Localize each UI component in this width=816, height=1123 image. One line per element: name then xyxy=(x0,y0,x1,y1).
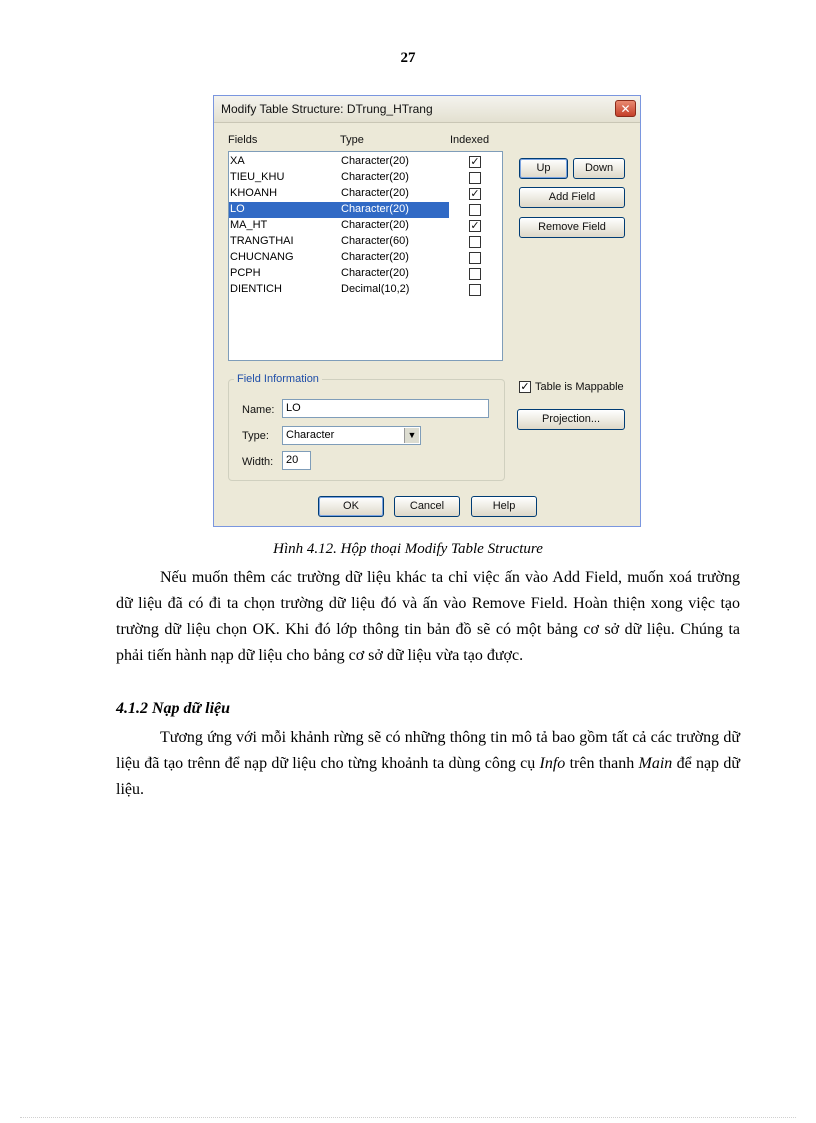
field-type: Character(20) xyxy=(341,267,409,279)
field-row[interactable] xyxy=(229,250,502,266)
main-toolbar-name: Main xyxy=(638,755,673,772)
field-row[interactable] xyxy=(229,170,502,186)
indexed-checkbox[interactable] xyxy=(469,268,481,280)
field-type: Character(20) xyxy=(341,219,409,231)
indexed-checkbox[interactable] xyxy=(469,204,481,216)
width-input[interactable]: 20 xyxy=(282,451,311,470)
add-field-button[interactable]: Add Field xyxy=(519,187,625,208)
type-column-header: Type xyxy=(340,134,364,146)
indexed-checkbox[interactable] xyxy=(469,284,481,296)
down-button[interactable]: Down xyxy=(573,158,625,179)
indexed-checkbox[interactable]: ✓ xyxy=(470,188,480,200)
close-icon[interactable]: ✕ xyxy=(615,100,636,117)
page-number: 27 xyxy=(400,50,416,66)
page-footer-divider xyxy=(20,1117,796,1118)
field-name: XA xyxy=(230,155,245,167)
help-button[interactable]: Help xyxy=(471,496,537,517)
field-type: Character(20) xyxy=(341,155,409,167)
field-type: Character(20) xyxy=(341,251,409,263)
table-mappable-checkbox[interactable] xyxy=(519,381,531,393)
field-name: PCPH xyxy=(230,267,261,279)
cancel-button[interactable]: Cancel xyxy=(394,496,460,517)
table-mappable-label: Table is Mappable xyxy=(535,381,624,393)
field-type: Character(60) xyxy=(341,235,409,247)
width-label: Width: xyxy=(242,456,274,468)
field-information-legend: Field Information xyxy=(234,373,322,385)
name-label: Name: xyxy=(242,404,275,416)
paragraph2-text-1: Tương ứng với mỗi khảnh rừng sẽ có những thông tin mô tả bao gồm tất cả các trường dữ liệu đã tạo trênn để nạp dữ liệu cho từng khoảnh ta dùng công cụ xyxy=(116,729,740,772)
type-select-value: Character xyxy=(286,429,335,441)
name-input[interactable]: LO xyxy=(282,399,489,418)
up-button[interactable]: Up xyxy=(519,158,568,179)
type-select[interactable] xyxy=(282,426,421,445)
paragraph2-text-3: để nạp dữ liệu. xyxy=(116,755,741,798)
field-type: Character(20) xyxy=(341,187,409,199)
fields-column-header: Fields xyxy=(228,134,258,146)
chevron-down-icon[interactable]: ▼ xyxy=(404,428,419,443)
field-name: TRANGTHAI xyxy=(230,235,294,247)
field-type: Character(20) xyxy=(341,171,409,183)
paragraph-add-remove-fields: Nếu muốn thêm các trường dữ liệu khác ta chỉ việc ấn vào Add Field, muốn xoá trường dữ liệu đã có đi ta chọn trường dữ liệu đó và ấn vào Remove Field. Hoàn thiện xong việc tạo trường dữ liệu chọn OK. Khi đó lớp thông tin bản đồ sẽ có một bảng cơ sở dữ liệu. Chúng ta phải tiến hành nạp dữ liệu cho bảng cơ sở dữ liệu vừa tạo được. xyxy=(116,569,740,664)
paragraph-load-data xyxy=(116,725,740,803)
paragraph2-text-2: trên thanh xyxy=(565,755,639,772)
dialog-title: Modify Table Structure: DTrung_HTrang xyxy=(221,102,433,116)
figure-caption: Hình 4.12. Hộp thoại Modify Table Structure xyxy=(273,541,543,557)
field-row[interactable] xyxy=(229,234,502,250)
indexed-checkbox[interactable] xyxy=(469,252,481,264)
field-name: LO xyxy=(230,203,245,215)
projection-button[interactable]: Projection... xyxy=(517,409,625,430)
field-name: MA_HT xyxy=(230,219,268,231)
field-list[interactable] xyxy=(228,151,503,361)
checkmark-icon: ✓ xyxy=(520,381,530,393)
info-tool-name: Info xyxy=(539,755,566,772)
dialog-titlebar xyxy=(214,96,640,123)
field-row[interactable] xyxy=(229,186,502,202)
modify-table-structure-dialog xyxy=(213,95,641,527)
field-row[interactable] xyxy=(229,282,502,298)
field-row[interactable] xyxy=(229,218,502,234)
field-type: Decimal(10,2) xyxy=(341,283,410,295)
field-name: CHUCNANG xyxy=(230,251,294,263)
indexed-checkbox[interactable] xyxy=(469,236,481,248)
remove-field-button[interactable]: Remove Field xyxy=(519,217,625,238)
section-heading: 4.1.2 Nạp dữ liệu xyxy=(116,700,231,717)
indexed-checkbox[interactable]: ✓ xyxy=(470,220,480,232)
indexed-column-header: Indexed xyxy=(450,134,490,146)
field-row[interactable] xyxy=(229,154,502,170)
indexed-checkbox[interactable] xyxy=(469,172,481,184)
field-type: Character(20) xyxy=(341,203,409,215)
field-row[interactable] xyxy=(229,202,502,218)
field-row[interactable] xyxy=(229,266,502,282)
field-name: TIEU_KHU xyxy=(230,171,285,183)
field-name: DIENTICH xyxy=(230,283,282,295)
field-name: KHOANH xyxy=(230,187,278,199)
indexed-checkbox[interactable]: ✓ xyxy=(470,156,480,168)
type-label: Type: xyxy=(242,430,269,442)
ok-button[interactable]: OK xyxy=(318,496,384,517)
